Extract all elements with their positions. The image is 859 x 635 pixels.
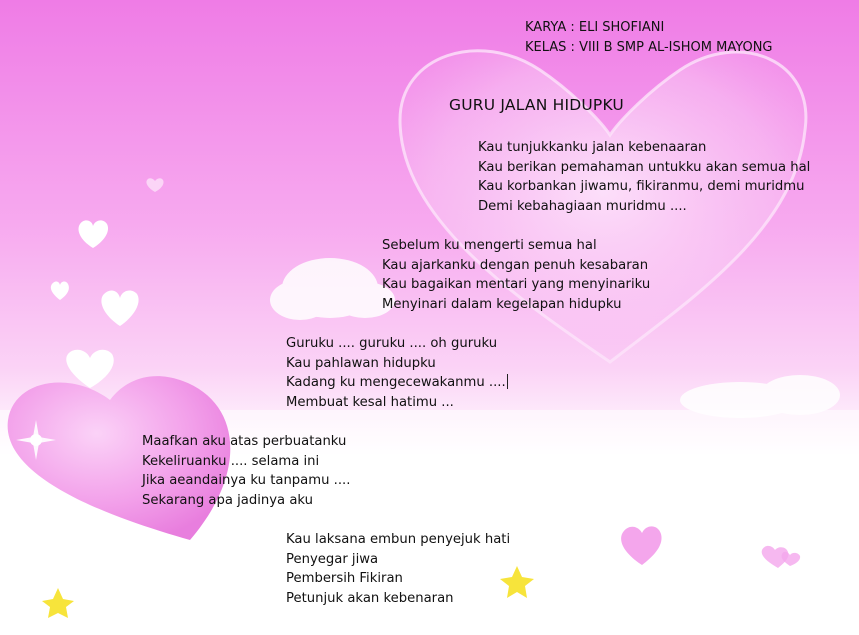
- poem-line: Menyinari dalam kegelapan hidupku: [382, 296, 622, 312]
- poem-line: Guruku .... guruku .... oh guruku: [286, 336, 498, 351]
- poem-line: Sekarang apa jadinya aku: [142, 492, 314, 508]
- stanza-2: [382, 236, 650, 314]
- poem-line: Petunjuk akan kebenaran: [286, 590, 454, 606]
- poem-line: Jika aeandainya ku tanpamu ....: [142, 473, 351, 488]
- stanza-3: [286, 334, 508, 412]
- poem-line: Kau bagaikan mentari yang menyinariku: [382, 277, 651, 292]
- stanza-4: [142, 432, 350, 510]
- poem-line: Membuat kesal hatimu ...: [286, 394, 454, 410]
- poem-line: Penyegar jiwa: [286, 551, 379, 567]
- poem-line: Kau ajarkanku dengan penuh kesabaran: [382, 257, 649, 273]
- class-line: KELAS : VIII B SMP AL-ISHOM MAYONG: [525, 40, 773, 55]
- poem-line: Kau pahlawan hidupku: [286, 355, 436, 371]
- poem-line: Kau tunjukkanku jalan kebenaaran: [478, 140, 707, 155]
- text-cursor: [507, 374, 508, 389]
- poem-line: Kau laksana embun penyejuk hati: [286, 532, 511, 547]
- poem-line: Kau korbankan jiwamu, fikiranmu, demi muridmu: [478, 179, 805, 194]
- poem-line: Demi kebahagiaan muridmu ....: [478, 198, 687, 214]
- author-line: KARYA : ELI SHOFIANI: [525, 20, 665, 35]
- poem-line: Maafkan aku atas perbuatanku: [142, 434, 347, 449]
- poem-title: GURU JALAN HIDUPKU: [449, 96, 624, 114]
- poem-line: Sebelum ku mengerti semua hal: [382, 238, 597, 253]
- stanza-5: [286, 530, 510, 608]
- poem-line: Kekeliruanku .... selama ini: [142, 453, 320, 469]
- poem-line-text: Kadang ku mengecewakanmu ....: [286, 375, 506, 390]
- stanza-1: [478, 138, 810, 216]
- poem-line-with-cursor[interactable]: [286, 373, 508, 393]
- poem-line: Kau berikan pemahaman untukku akan semua hal: [478, 159, 811, 175]
- poem-line: Pembersih Fikiran: [286, 571, 403, 586]
